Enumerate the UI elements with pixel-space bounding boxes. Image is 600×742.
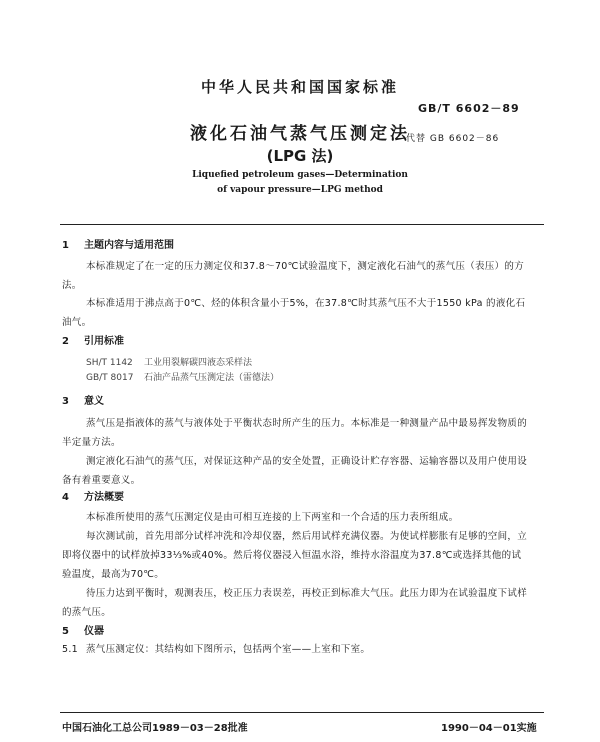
section-title: 引用标准 [84,336,124,347]
section-3-paragraph-2: 测定液化石油气的蒸气压，对保证这种产品的安全处置，正确设计贮存容器、运输容器以及用户使用设备有着重要意义。 [62,456,528,486]
footer-rule [60,712,544,713]
section-number: 2 [62,336,69,347]
document-subtitle: (LPG 法) [266,147,334,165]
reference-code: GB/T 8017 [86,373,134,383]
reference-item [86,355,252,368]
section-number: 5 [62,626,69,637]
section-4-paragraph-1: 本标准所使用的蒸气压测定仪是由可相互连接的上下两室和一个合适的压力表所组成。 [86,512,459,523]
header-rule [60,224,544,225]
section-number: 3 [62,396,69,407]
reference-item [86,370,279,383]
section-title: 意义 [84,396,104,407]
reference-code: SH/T 1142 [86,358,133,368]
item-text: 蒸气压测定仪：其结构如下图所示，包括两个室——上室和下室。 [86,644,371,655]
national-standard-heading: 中华人民共和国国家标准 [200,78,399,96]
approval-date: 中国石油化工总公司1989－03－28批准 [62,723,248,734]
section-4-paragraph-2: 每次测试前，首先用部分试样冲洗和冷却仪器，然后用试样充满仪器。为使试样膨胀有足够的空间，立即将仪器中的试样放掉33⅓%或40%。然后将仪器浸入恒温水浴，维持水浴温度为37.8℃或选择其他的试验温度，最高为70℃。 [62,531,528,580]
english-title-line1: Liquefied petroleum gases—Determination [192,170,408,180]
replaces-note: 代替 GB 6602－86 [406,134,500,144]
section-title: 主题内容与适用范围 [84,240,174,251]
section-title: 方法概要 [84,492,124,503]
item-number: 5.1 [62,644,79,655]
section-number: 1 [62,240,69,251]
section-5-heading [62,622,104,637]
standard-code: GB/T 6602－89 [418,102,520,115]
reference-title: 石油产品蒸气压测定法（雷德法） [144,373,280,383]
section-4-heading [62,488,124,503]
section-title: 仪器 [84,626,104,637]
section-5-item-1 [62,640,530,659]
english-title-line2: of vapour pressure—LPG method [217,185,383,195]
document-title: 液化石油气蒸气压测定法 [190,124,410,144]
section-3-paragraph-1: 蒸气压是指液体的蒸气与液体处于平衡状态时所产生的压力。本标准是一种测量产品中最易挥发物质的半定量方法。 [62,418,528,448]
section-1-paragraph-2: 本标准适用于沸点高于0℃、烃的体积含量小于5%，在37.8℃时其蒸气压不大于1550 kPa 的液化石油气。 [62,298,526,328]
section-1-paragraph-1: 本标准规定了在一定的压力测定仪和37.8～70℃试验温度下，测定液化石油气的蒸气压（表压）的方法。 [62,261,525,291]
section-2-heading [62,332,124,347]
section-number: 4 [62,492,69,503]
implementation-date: 1990－04－01实施 [441,723,537,734]
section-4-paragraph-3: 待压力达到平衡时，观测表压，校正压力表误差，再校正到标准大气压。此压力即为在试验温度下试样的蒸气压。 [62,588,528,618]
section-3-heading [62,392,104,407]
section-1-heading [62,236,174,251]
reference-title: 工业用裂解碳四液态采样法 [144,358,253,368]
